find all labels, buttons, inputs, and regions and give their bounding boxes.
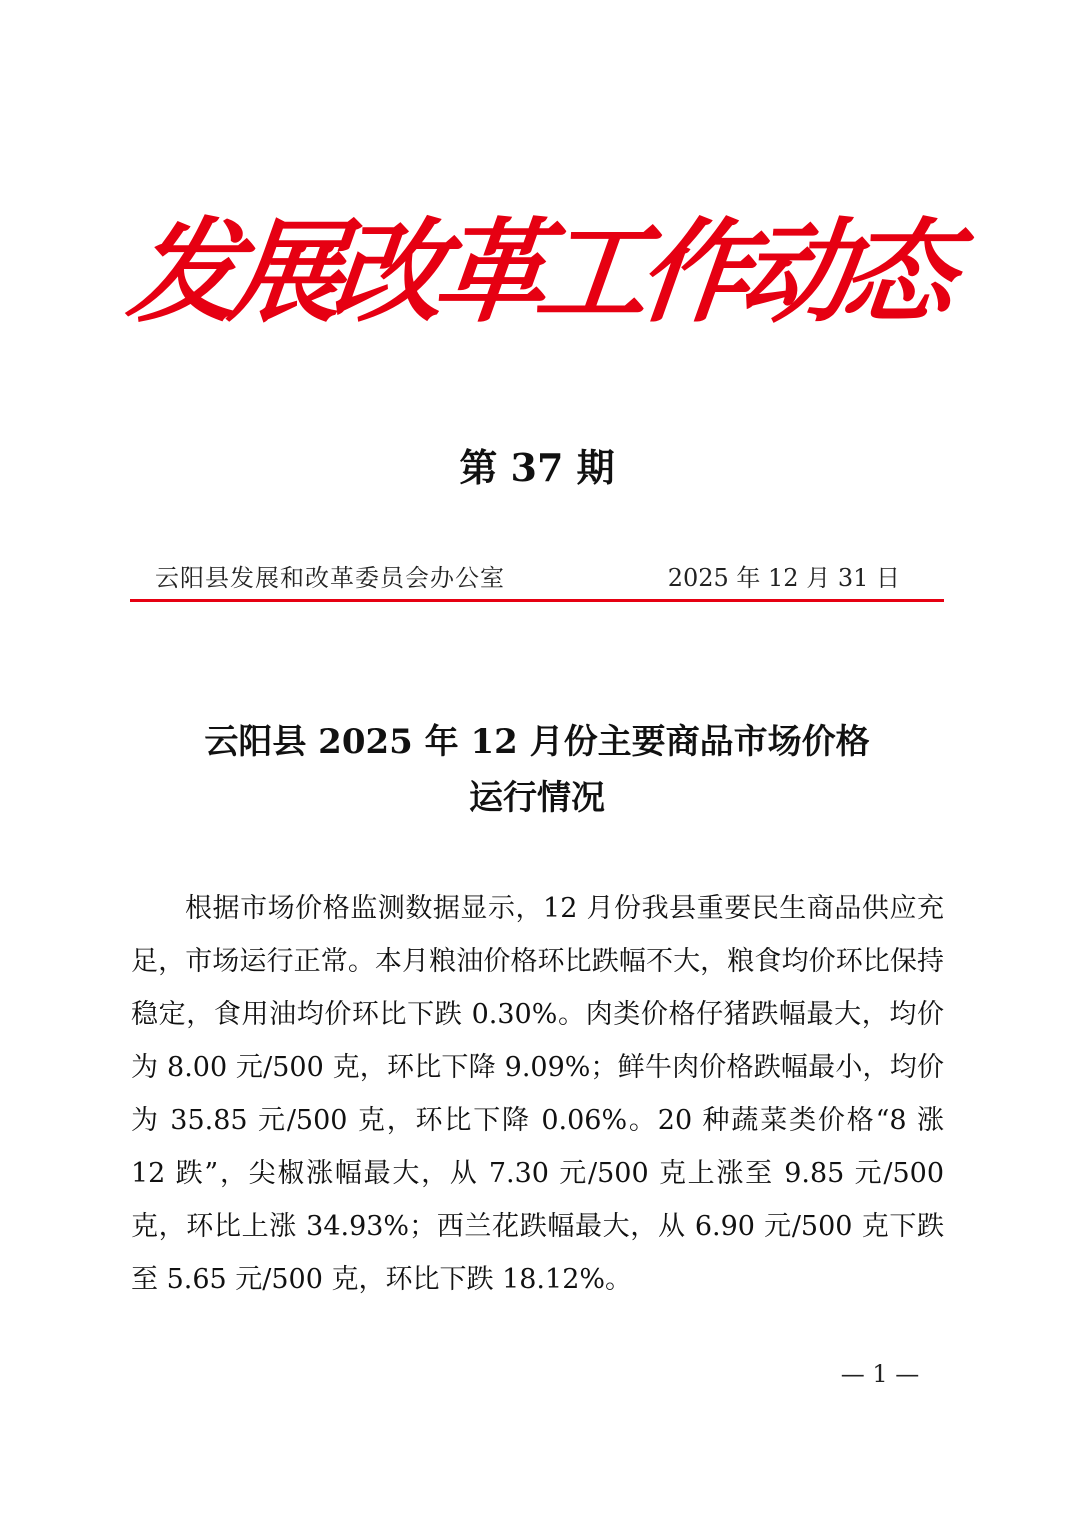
issuer-line — [155, 558, 900, 598]
issue-number: 第 37 期 — [459, 445, 615, 490]
page-number: — 1 — — [840, 1360, 920, 1388]
issuing-office: 云阳县发展和改革委员会办公室 — [155, 564, 505, 592]
article-body-paragraph: 根据市场价格监测数据显示，12 月份我县重要民生商品供应充足，市场运行正常。本月粮油价格环比跌幅不大，粮食均价环比保持稳定，食用油均价环比下跌 0.30%。肉类价格仔猪跌幅最大，均价为 8.00 元/500 克，环比下降 9.09%；鲜牛肉价格跌幅最小，均价为 35.85 元/500 克，环比下降 0.06%。20 种蔬菜类价格“8 涨 12 跌”，尖椒涨幅最大，从 7.30 元/500 克上涨至 9.85 元/500 克，环比上涨 34.93%；西兰花跌幅最大，从 6.90 元/500 克下跌至 5.65 元/500 克，环比下跌 18.12%。 — [131, 893, 944, 1295]
article-title-line-1: 云阳县 2025 年 12 月份主要商品市场价格 — [204, 722, 870, 762]
article-title — [100, 714, 974, 826]
issue-date: 2025 年 12 月 31 日 — [667, 564, 900, 592]
masthead-title: 发展改革工作动态 — [122, 207, 952, 338]
red-divider-rule — [130, 599, 944, 602]
article-title-line-2: 运行情况 — [469, 778, 605, 818]
